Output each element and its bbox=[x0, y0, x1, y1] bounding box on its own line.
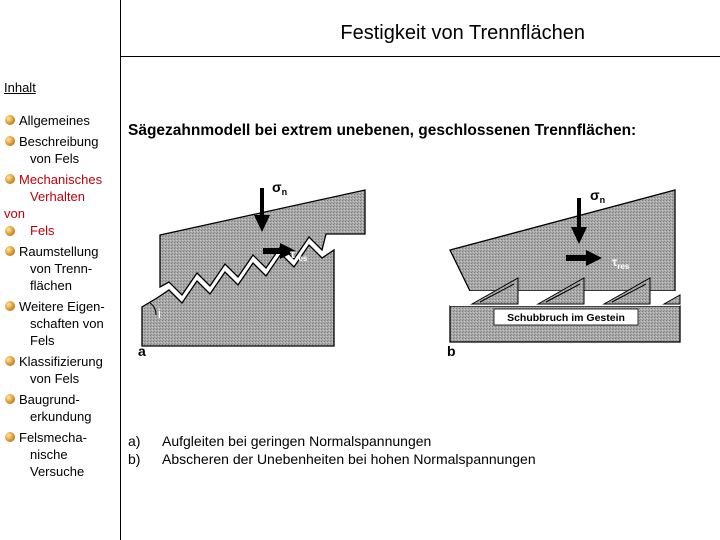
nav-item-label: Versuche bbox=[30, 464, 85, 479]
nav-item-klassifizierung[interactable] bbox=[4, 353, 119, 387]
nav-item-label: Mechanisches bbox=[19, 172, 103, 187]
caption-letter: a) bbox=[128, 433, 141, 449]
nav-item-label: von Trenn- bbox=[30, 261, 93, 276]
page-title: Festigkeit von Trennflächen bbox=[340, 22, 585, 44]
diagram-label-a: a bbox=[138, 343, 146, 359]
nav-item-label: Fels bbox=[30, 333, 55, 348]
nav-item-label: Klassifizierung bbox=[19, 354, 103, 369]
inhalt-link[interactable]: Inhalt bbox=[4, 80, 36, 95]
section-subtitle: Sägezahnmodell bei extrem unebenen, geschlossenen Trennflächen: bbox=[128, 122, 637, 139]
angle-label-i: i bbox=[158, 306, 161, 321]
nav-item-label: Felsmecha- bbox=[19, 430, 87, 445]
bullet-icon bbox=[5, 226, 15, 236]
bullet-icon bbox=[5, 394, 15, 404]
nav-item-label: Fels bbox=[30, 223, 55, 238]
sawtooth-model-figure bbox=[120, 170, 720, 370]
nav-item-label: schaften von bbox=[30, 316, 104, 331]
diagram-label-b: b bbox=[447, 343, 456, 359]
bullet-icon bbox=[5, 115, 15, 125]
caption-row bbox=[128, 432, 536, 450]
nav-item-label: Weitere Eigen- bbox=[19, 299, 105, 314]
bullet-icon bbox=[5, 136, 15, 146]
nav-item-label: von Fels bbox=[30, 371, 80, 386]
bullet-icon bbox=[5, 356, 15, 366]
nav-item-label: Verhalten bbox=[30, 189, 85, 204]
nav-item-label: Raumstellung bbox=[19, 244, 99, 259]
sigma-n-label-a: $\sigma_n$ bbox=[272, 179, 288, 197]
shear-fracture-label: Schubbruch im Gestein bbox=[507, 312, 625, 324]
nav-item-felsmechanische-versuche[interactable] bbox=[4, 429, 119, 480]
caption-text: Aufgleiten bei geringen Normalspannungen bbox=[162, 433, 432, 449]
nav-item-beschreibung[interactable] bbox=[4, 133, 119, 167]
header-divider bbox=[120, 56, 720, 57]
nav-item-mechanisches-verhalten[interactable] bbox=[4, 171, 119, 239]
nav-item-label: von bbox=[4, 206, 25, 221]
tau-res-label-b: $\tau_{res}$ bbox=[612, 255, 630, 271]
caption-letter: b) bbox=[128, 451, 141, 467]
upper-block-b bbox=[450, 190, 675, 291]
sigma-n-label-b: $\sigma_n$ bbox=[590, 187, 606, 205]
caption-text: Abscheren der Unebenheiten bei hohen Normalspannungen bbox=[162, 451, 536, 467]
sidebar-nav bbox=[4, 112, 119, 484]
nav-item-baugrunderkundung[interactable] bbox=[4, 391, 119, 425]
nav-item-label: erkundung bbox=[30, 409, 92, 424]
bullet-icon bbox=[5, 432, 15, 442]
caption-row bbox=[128, 450, 536, 468]
nav-item-raumstellung[interactable] bbox=[4, 243, 119, 294]
nav-item-allgemeines[interactable] bbox=[4, 112, 119, 129]
nav-item-weitere-eigenschaften[interactable] bbox=[4, 298, 119, 349]
figure-captions bbox=[128, 432, 536, 468]
tau-res-label-a: $\tau_{res}$ bbox=[290, 247, 308, 263]
nav-item-label: flächen bbox=[30, 278, 72, 293]
bullet-icon bbox=[5, 174, 15, 184]
bullet-icon bbox=[5, 301, 15, 311]
nav-item-label: von Fels bbox=[30, 151, 80, 166]
nav-item-label: Baugrund- bbox=[19, 392, 80, 407]
nav-item-label: nische bbox=[30, 447, 68, 462]
bullet-icon bbox=[5, 246, 15, 256]
nav-item-label: Allgemeines bbox=[19, 113, 90, 128]
nav-item-label: Beschreibung bbox=[19, 134, 99, 149]
